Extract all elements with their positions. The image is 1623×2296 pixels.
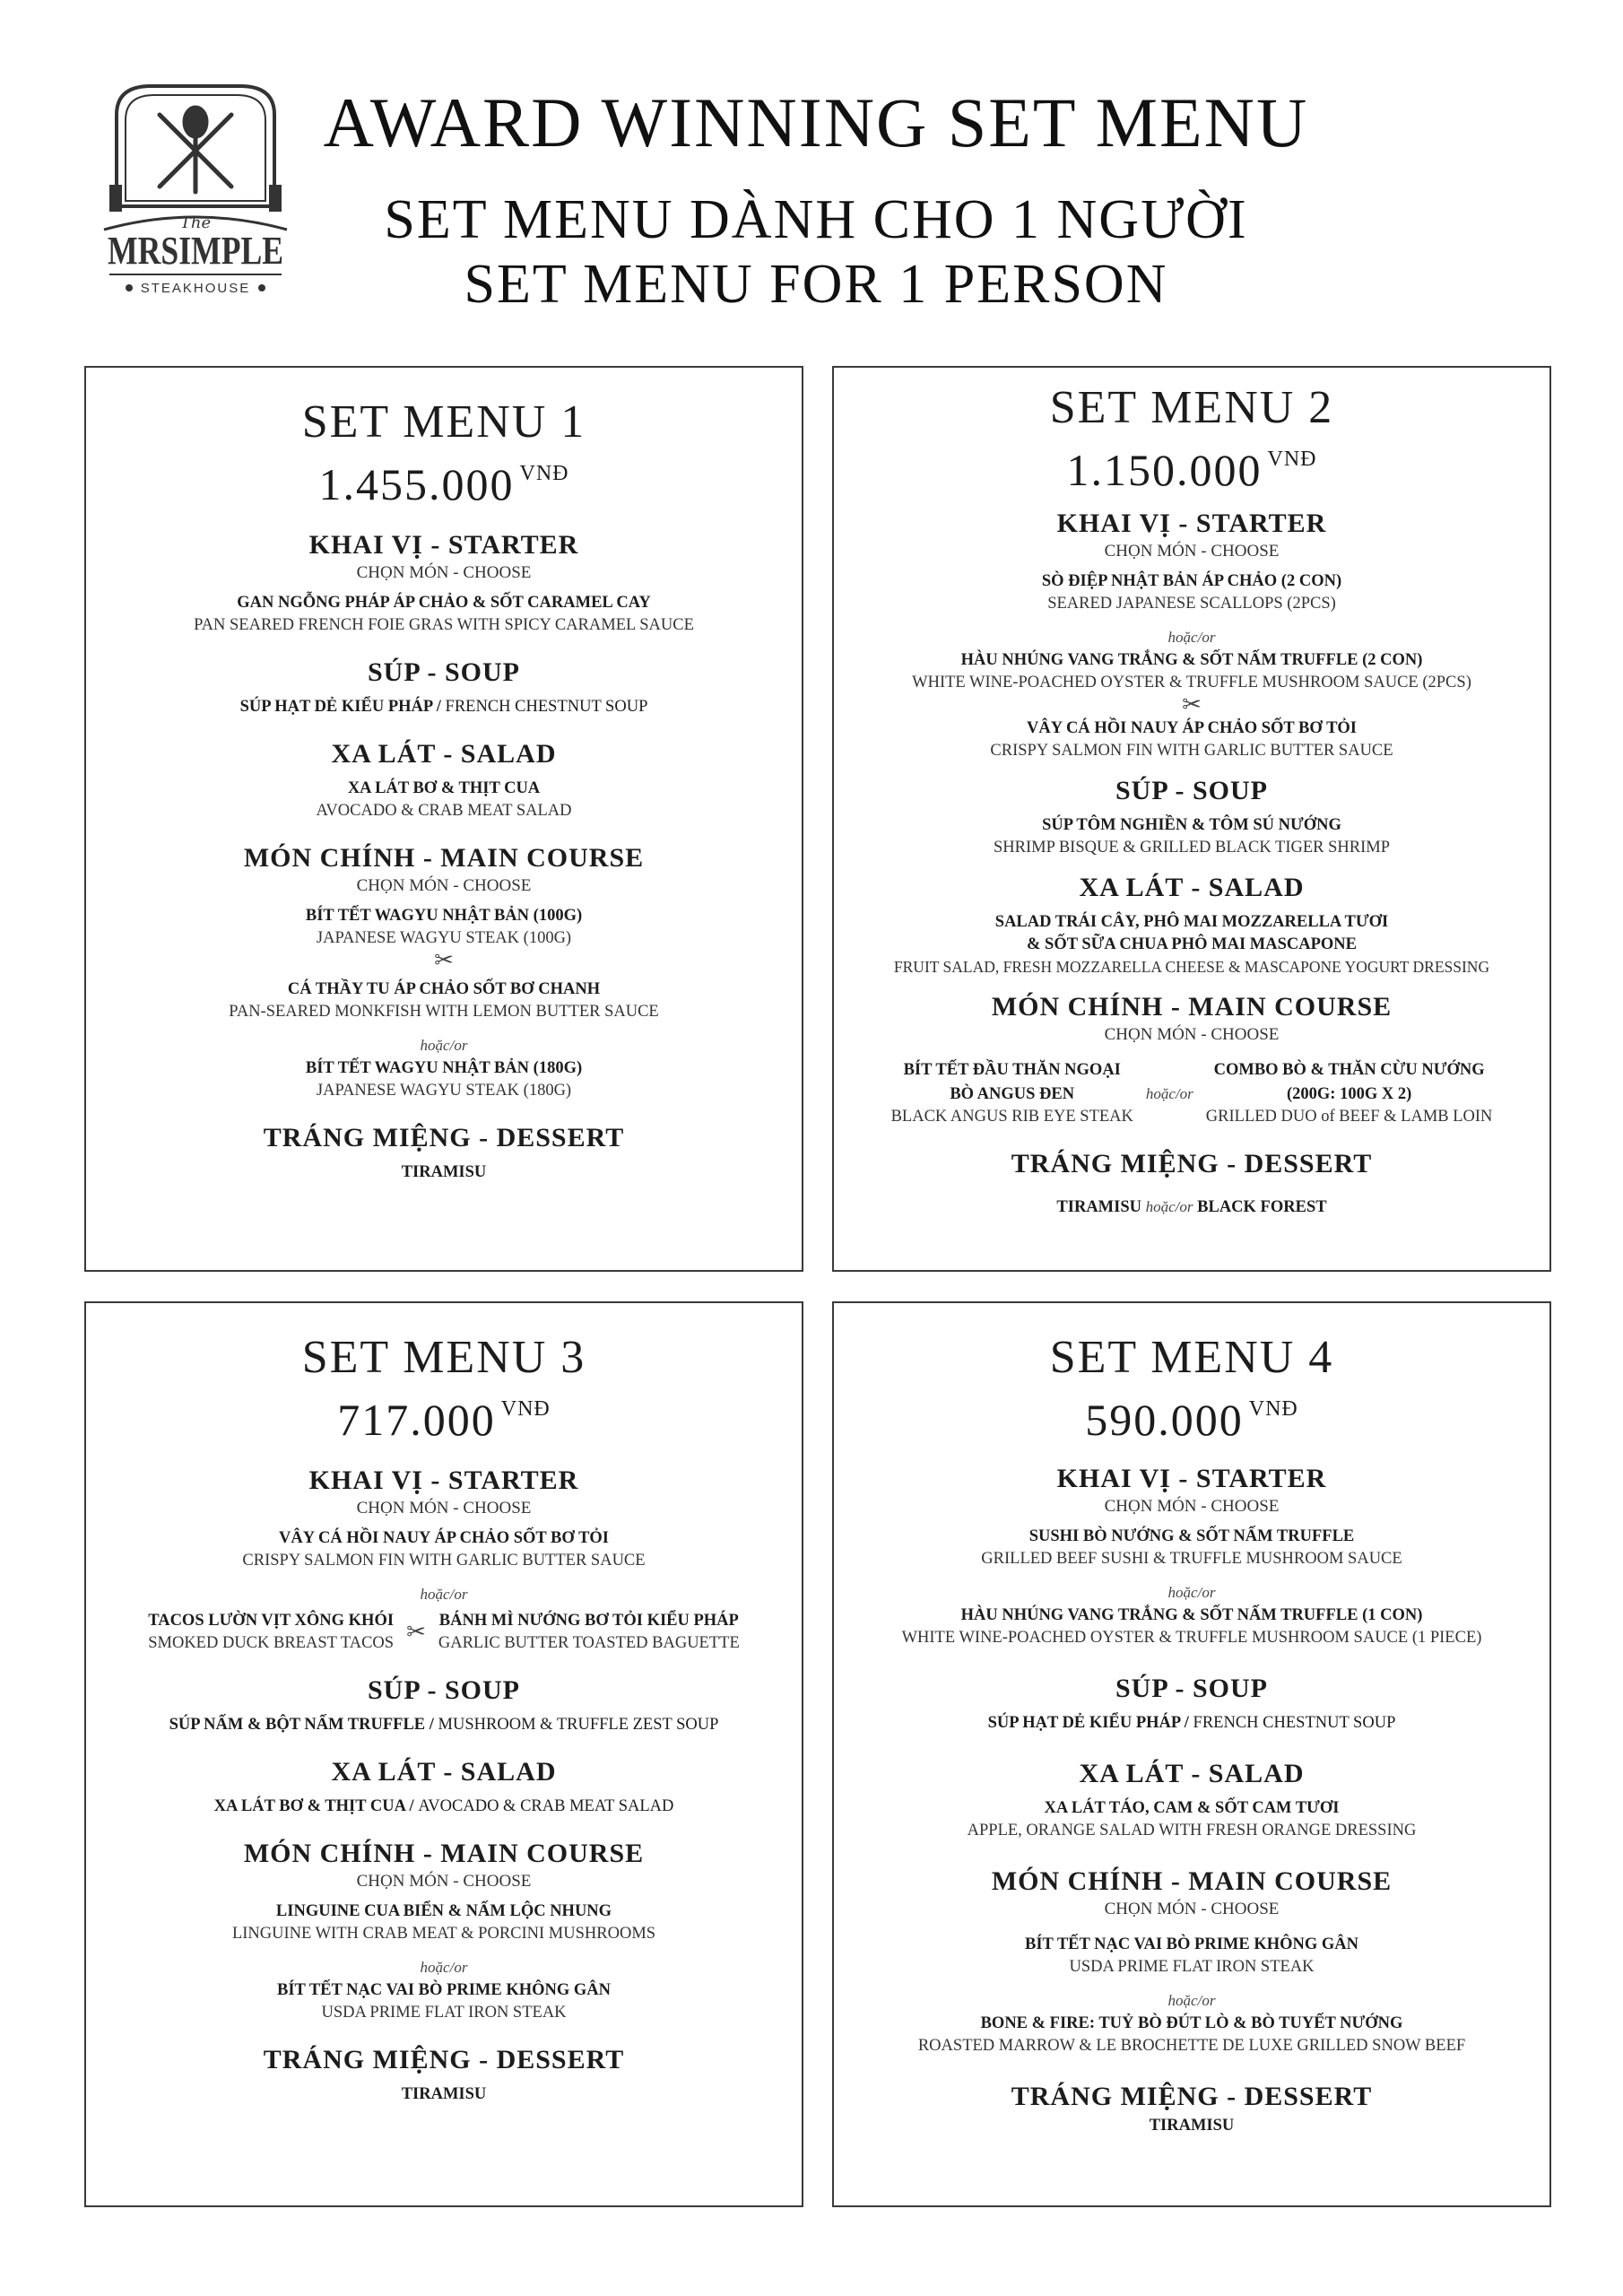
section-heading-salad: XA LÁT - SALAD: [331, 739, 557, 769]
dish-inline: XA LÁT BƠ & THỊT CUA / AVOCADO & CRAB MEAT SALAD: [213, 1797, 674, 1815]
choose-note: CHỌN MÓN - CHOOSE: [356, 1499, 532, 1518]
page-subtitle-en: SET MENU FOR 1 PERSON: [464, 254, 1168, 315]
dish-vi: BONE & FIRE: TUỶ BÒ ĐÚT LÒ & BÒ TUYẾT NƯỚNG: [980, 2014, 1403, 2032]
logo-the: The: [179, 213, 212, 232]
dish-vi: HÀU NHÚNG VANG TRẮNG & SỐT NẤM TRUFFLE (1 CON): [960, 1606, 1423, 1624]
dish-en: PAN-SEARED MONKFISH WITH LEMON BUTTER SAUCE: [229, 1003, 659, 1021]
section-heading-main: MÓN CHÍNH - MAIN COURSE: [991, 1866, 1393, 1896]
choose-note: CHỌN MÓN - CHOOSE: [356, 1872, 532, 1891]
set-menu-price: 717.000 $^{VNĐ}$: [337, 1395, 551, 1445]
dish-vi: VÂY CÁ HỒI NAUY ÁP CHẢO SỐT BƠ TỎI: [1027, 719, 1357, 737]
dish-vi: LINGUINE CUA BIỂN & NẤM LỘC NHUNG: [275, 1902, 612, 1920]
dish-vi: & SỐT SỮA CHUA PHÔ MAI MASCAPONE: [1027, 935, 1357, 953]
dish-vi: XA LÁT BƠ & THỊT CUA: [347, 779, 541, 797]
dish-vi: BÒ ANGUS ĐEN: [950, 1085, 1075, 1103]
section-heading-salad: XA LÁT - SALAD: [1079, 873, 1305, 902]
mrsimple-steakhouse-logo: [97, 79, 294, 308]
dish-en: USDA PRIME FLAT IRON STEAK: [1069, 1958, 1315, 1976]
or-separator: hoặc/or: [420, 1037, 468, 1054]
section-heading-dessert: TRÁNG MIỆNG - DESSERT: [263, 2045, 625, 2074]
or-separator: hoặc/or: [420, 1586, 468, 1603]
or-separator: hoặc/or: [420, 1959, 468, 1976]
dish-vi: BÍT TẾT NẠC VAI BÒ PRIME KHÔNG GÂN: [277, 1981, 611, 1999]
dish-vi: HÀU NHÚNG VANG TRẮNG & SỐT NẤM TRUFFLE (2 CON): [960, 651, 1423, 669]
or-separator: hoặc/or: [1167, 1584, 1216, 1601]
dish-vi: SALAD TRÁI CÂY, PHÔ MAI MOZZARELLA TƯƠI: [994, 913, 1389, 931]
dish-vi: BÍT TẾT NẠC VAI BÒ PRIME KHÔNG GÂN: [1025, 1935, 1358, 1953]
dish-en: WHITE WINE-POACHED OYSTER & TRUFFLE MUSHROOM SAUCE (1 PIECE): [901, 1629, 1482, 1647]
section-heading-starter: KHAI VỊ - STARTER: [308, 530, 579, 560]
dish-en: SHRIMP BISQUE & GRILLED BLACK TIGER SHRIMP: [994, 839, 1390, 857]
section-heading-starter: KHAI VỊ - STARTER: [308, 1465, 579, 1495]
choose-note: CHỌN MÓN - CHOOSE: [1104, 542, 1280, 561]
dish-vi: (200G: 100G X 2): [1286, 1085, 1412, 1103]
dish-vi: SÒ ĐIỆP NHẬT BẢN ÁP CHẢO (2 CON): [1041, 572, 1342, 590]
starter-option-right: [438, 1610, 740, 1655]
dish-en: JAPANESE WAGYU STEAK (180G): [316, 1082, 572, 1100]
set-menu-price: 1.150.000 $^{VNĐ}$: [1066, 445, 1317, 495]
dish-vi: CÁ THẦY TU ÁP CHẢO SỐT BƠ CHANH: [287, 980, 601, 998]
starter-option-left: [148, 1610, 394, 1655]
dish-inline: SÚP HẠT DẺ KIỂU PHÁP / FRENCH CHESTNUT SOUP: [987, 1714, 1396, 1732]
section-heading-main: MÓN CHÍNH - MAIN COURSE: [991, 992, 1393, 1022]
dish-vi: VÂY CÁ HỒI NAUY ÁP CHẢO SỐT BƠ TỎI: [279, 1529, 609, 1547]
dish-inline: SÚP HẠT DẺ KIỂU PHÁP / FRENCH CHESTNUT SOUP: [239, 698, 648, 716]
dish-en: JAPANESE WAGYU STEAK (100G): [316, 929, 572, 947]
dish-en: GRILLED DUO of BEEF & LAMB LOIN: [1205, 1108, 1493, 1126]
choose-note: CHỌN MÓN - CHOOSE: [1104, 1900, 1280, 1918]
logo-tagline: STEAKHOUSE: [140, 281, 251, 296]
main-option-left: [891, 1059, 1133, 1128]
dessert-options: TIRAMISU hoặc/or BLACK FOREST: [1056, 1198, 1327, 1216]
starter-options: [86, 1610, 802, 1655]
dish-vi: SUSHI BÒ NƯỚNG & SỐT NẤM TRUFFLE: [1028, 1527, 1355, 1545]
dish-vi: BÍT TẾT WAGYU NHẬT BẢN (180G): [305, 1059, 583, 1077]
dish-vi: GAN NGỖNG PHÁP ÁP CHẢO & SỐT CARAMEL CAY: [237, 594, 651, 612]
set-menu-1-card: [84, 366, 803, 1272]
dish-vi: TIRAMISU: [401, 2085, 487, 2103]
set-menu-title: SET MENU 1: [301, 396, 586, 448]
set-menu-3-card: [84, 1301, 803, 2207]
page-title: AWARD WINNING SET MENU: [323, 83, 1309, 161]
set-menu-2-card: [832, 366, 1551, 1272]
set-menu-price: 590.000 $^{VNĐ}$: [1085, 1395, 1298, 1445]
main-option-right: [1206, 1059, 1493, 1128]
dish-vi: TIRAMISU: [1149, 2117, 1235, 2135]
dish-vi: SÚP TÔM NGHIỀN & TÔM SÚ NƯỚNG: [1042, 816, 1341, 834]
dish-vi: BÍT TẾT ĐẦU THĂN NGOẠI: [903, 1061, 1121, 1079]
crossed-cutlery-icon: [160, 108, 231, 192]
section-heading-dessert: TRÁNG MIỆNG - DESSERT: [263, 1123, 625, 1152]
section-heading-salad: XA LÁT - SALAD: [331, 1757, 557, 1787]
dish-vi: COMBO BÒ & THĂN CỪU NƯỚNG: [1213, 1061, 1485, 1079]
dish-en: PAN SEARED FRENCH FOIE GRAS WITH SPICY CARAMEL SAUCE: [194, 616, 694, 634]
section-heading-dessert: TRÁNG MIỆNG - DESSERT: [1011, 2082, 1373, 2111]
dish-en: FRUIT SALAD, FRESH MOZZARELLA CHEESE & MASCAPONE YOGURT DRESSING: [893, 958, 1490, 976]
set-menu-title: SET MENU 2: [1049, 382, 1334, 433]
scissors-divider-icon: ✂: [434, 947, 454, 973]
page-subtitle-vi: SET MENU DÀNH CHO 1 NGƯỜI: [384, 189, 1248, 250]
section-heading-starter: KHAI VỊ - STARTER: [1056, 509, 1327, 538]
or-separator: hoặc/or: [1167, 629, 1216, 646]
dish-en: APPLE, ORANGE SALAD WITH FRESH ORANGE DRESSING: [967, 1822, 1417, 1839]
section-heading-soup: SÚP - SOUP: [367, 657, 521, 687]
choose-note: CHỌN MÓN - CHOOSE: [1104, 1025, 1280, 1044]
section-heading-soup: SÚP - SOUP: [1115, 1674, 1269, 1703]
section-heading-main: MÓN CHÍNH - MAIN COURSE: [243, 843, 645, 873]
section-heading-starter: KHAI VỊ - STARTER: [1056, 1464, 1327, 1493]
dish-vi: TACOS LƯỜN VỊT XÔNG KHÓI: [148, 1612, 395, 1630]
main-course-options: [834, 1059, 1549, 1128]
dish-en: USDA PRIME FLAT IRON STEAK: [321, 2004, 567, 2022]
dish-vi: BÁNH MÌ NƯỚNG BƠ TỎI KIỂU PHÁP: [438, 1612, 739, 1630]
dish-inline: SÚP NẤM & BỘT NẤM TRUFFLE / MUSHROOM & TRUFFLE ZEST SOUP: [169, 1716, 719, 1734]
dish-en: AVOCADO & CRAB MEAT SALAD: [316, 802, 572, 820]
dish-en: GARLIC BUTTER TOASTED BAGUETTE: [438, 1634, 740, 1652]
section-heading-dessert: TRÁNG MIỆNG - DESSERT: [1011, 1149, 1373, 1178]
choose-note: CHỌN MÓN - CHOOSE: [356, 876, 532, 895]
dish-en: GRILLED BEEF SUSHI & TRUFFLE MUSHROOM SAUCE: [981, 1550, 1402, 1568]
scissors-divider-icon: ✂: [406, 1619, 426, 1645]
dish-en: CRISPY SALMON FIN WITH GARLIC BUTTER SAUCE: [242, 1552, 646, 1570]
section-heading-soup: SÚP - SOUP: [367, 1675, 521, 1705]
dish-vi: XA LÁT TÁO, CAM & SỐT CAM TƯƠI: [1044, 1799, 1340, 1817]
section-heading-main: MÓN CHÍNH - MAIN COURSE: [243, 1839, 645, 1868]
section-heading-soup: SÚP - SOUP: [1115, 776, 1269, 805]
scissors-divider-icon: ✂: [1182, 691, 1202, 718]
dish-vi: BÍT TẾT WAGYU NHẬT BẢN (100G): [305, 907, 583, 925]
set-menu-title: SET MENU 4: [1049, 1332, 1334, 1383]
dish-en: LINGUINE WITH CRAB MEAT & PORCINI MUSHROOMS: [231, 1925, 656, 1943]
dish-en: ROASTED MARROW & LE BROCHETTE DE LUXE GRILLED SNOW BEEF: [917, 2037, 1466, 2055]
set-menu-title: SET MENU 3: [301, 1332, 586, 1383]
dish-vi: TIRAMISU: [401, 1163, 487, 1181]
dish-en: WHITE WINE-POACHED OYSTER & TRUFFLE MUSHROOM SAUCE (2PCS): [912, 674, 1471, 691]
set-menu-price: 1.455.000 $^{VNĐ}$: [318, 459, 569, 509]
or-separator: hoặc/or: [1167, 1992, 1216, 2009]
section-heading-salad: XA LÁT - SALAD: [1079, 1759, 1305, 1788]
dish-en: BLACK ANGUS RIB EYE STEAK: [890, 1108, 1133, 1126]
logo-name: MRSIMPLE: [108, 229, 283, 273]
dish-en: SMOKED DUCK BREAST TACOS: [148, 1634, 395, 1652]
set-menu-4-card: [832, 1301, 1551, 2207]
choose-note: CHỌN MÓN - CHOOSE: [356, 563, 532, 582]
dish-en: CRISPY SALMON FIN WITH GARLIC BUTTER SAUCE: [990, 742, 1393, 760]
choose-note: CHỌN MÓN - CHOOSE: [1104, 1497, 1280, 1516]
or-separator: hoặc/or: [1145, 1084, 1193, 1102]
dish-en: SEARED JAPANESE SCALLOPS (2PCS): [1047, 595, 1336, 613]
